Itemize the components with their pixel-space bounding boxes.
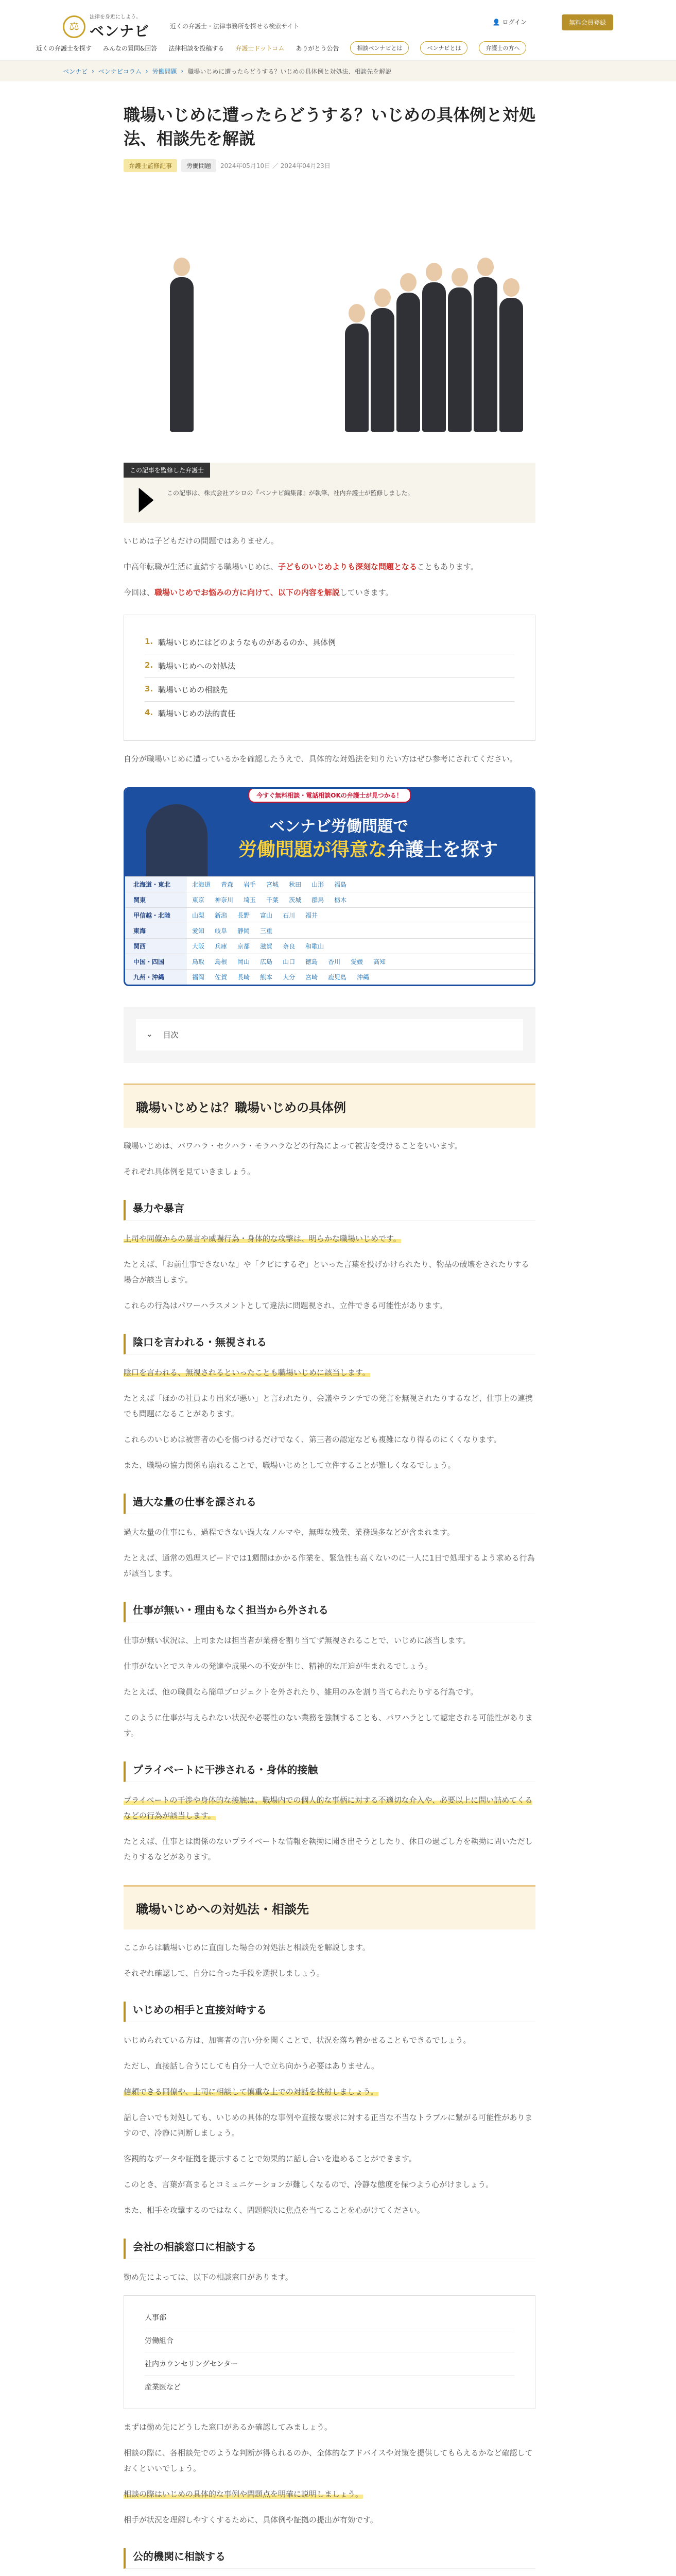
intro-text: こともあります。 bbox=[417, 562, 478, 571]
article-date: 2024年05月10日 ／ 2024年04月23日 bbox=[220, 162, 331, 170]
subsection-heading: 公的機関に相談する bbox=[124, 2548, 535, 2569]
prefecture-link[interactable]: 島根 bbox=[215, 958, 228, 965]
region-name: 中国・四国 bbox=[125, 954, 187, 969]
lawyer-search-widget bbox=[124, 787, 535, 986]
region-name: 北海道・東北 bbox=[125, 877, 187, 892]
intro-paragraph bbox=[124, 585, 535, 600]
prefecture-link[interactable]: 宮崎 bbox=[305, 973, 318, 981]
prefecture-link[interactable]: 和歌山 bbox=[305, 942, 324, 950]
nav-item-post-question[interactable]: 法律相談を投稿する bbox=[168, 44, 224, 52]
body-paragraph: ここからは職場いじめに直面した場合の対処法と相談先を解説します。 bbox=[124, 1942, 370, 1952]
prefecture-link[interactable]: 埼玉 bbox=[244, 896, 256, 904]
toc-label: 目次 bbox=[163, 1030, 179, 1040]
hero-person bbox=[474, 277, 497, 432]
prefecture-link[interactable]: 静岡 bbox=[237, 927, 250, 935]
prefecture-link[interactable]: 高知 bbox=[373, 958, 386, 965]
logo-emblem-icon: ⚖ bbox=[63, 15, 85, 38]
supervised-tag: 弁護士監修記事 bbox=[124, 159, 177, 172]
body-paragraph: ただし、直接話し合うにしても自分一人で立ち向かう必要はありません。 bbox=[124, 2061, 379, 2071]
summary-item-label: 職場いじめの法的責任 bbox=[158, 708, 236, 718]
body-paragraph: 客観的なデータや証拠を提示することで効果的に話し合いを進めることができます。 bbox=[124, 2154, 417, 2163]
body-paragraph: 話し合いでも対処しても、いじめの具体的な事例や直接な要求に対する正当な不当なトラブルに繋がる可能性がありますので、冷静に判断しましょう。 bbox=[124, 2112, 533, 2138]
nav-pill-about[interactable]: ベンナビとは bbox=[420, 41, 467, 55]
prefecture-link[interactable]: 新潟 bbox=[215, 911, 228, 919]
nav-pill-soudan[interactable]: 相談ベンナビとは bbox=[350, 41, 409, 55]
summary-item: 1. 職場いじめにはどのようなものがあるのか、具体例 bbox=[145, 631, 514, 654]
prefecture-link[interactable]: 北海道 bbox=[192, 880, 211, 888]
prefecture-link[interactable]: 徳島 bbox=[305, 958, 318, 965]
intro-text: していきます。 bbox=[339, 587, 393, 597]
prefecture-link[interactable]: 千葉 bbox=[266, 896, 279, 904]
body-paragraph: たとえば、仕事とは関係のないプライベートな情報を執拗に聞き出そうとしたり、休日の過ごし方を執拗に問いただしたりするなどがあります。 bbox=[124, 1836, 533, 1861]
highlight-text: 上司や同僚からの暴言や威嚇行為・身体的な攻撃は、明らかな職場いじめです。 bbox=[124, 1233, 401, 1243]
subsection-heading: 過大な量の仕事を課される bbox=[124, 1494, 535, 1514]
lawyer-photo bbox=[146, 804, 207, 876]
highlight-text: 相談の際はいじめの具体的な事例や問題点を明確に説明しましょう。 bbox=[124, 2489, 363, 2499]
article-title: 職場いじめに遭ったらどうする？いじめの具体例と対処法、相談先を解説 bbox=[124, 105, 536, 149]
prefecture-link[interactable]: 滋賀 bbox=[260, 942, 273, 950]
prefecture-link[interactable]: 愛知 bbox=[192, 927, 205, 935]
summary-item-label: 職場いじめへの対処法 bbox=[158, 661, 236, 671]
breadcrumb-sep: › bbox=[145, 67, 148, 75]
nav-pill-lawyers[interactable]: 弁護士の方へ bbox=[479, 41, 526, 55]
breadcrumb-sep: › bbox=[181, 67, 184, 75]
prefecture-link[interactable]: 大阪 bbox=[192, 942, 205, 950]
body-paragraph: 仕事が無い状況は、上司または担当者が業務を割り当てず無視されることで、いじめに該当します。 bbox=[124, 1635, 471, 1645]
prefecture-link[interactable]: 宮城 bbox=[266, 880, 279, 888]
site-logo[interactable] bbox=[63, 12, 149, 41]
prefecture-link[interactable]: 岩手 bbox=[244, 880, 256, 888]
body-paragraph: 仕事がないとでスキルの発達や成果への不安が生じ、精神的な圧迫が生まれるでしょう。 bbox=[124, 1661, 432, 1671]
body-paragraph: まずは勤め先にどうした窓口があるか確認してみましょう。 bbox=[124, 2422, 333, 2432]
body-paragraph: また、相手を攻撃するのではなく、問題解決に焦点を当てることを心がけてください。 bbox=[124, 2205, 425, 2215]
region-name: 東海 bbox=[125, 923, 187, 938]
body-paragraph: それぞれ具体例を見ていきましょう。 bbox=[124, 1166, 255, 1176]
prefecture-link[interactable]: 京都 bbox=[237, 942, 250, 950]
prefecture-link[interactable]: 青森 bbox=[221, 880, 234, 888]
body-paragraph: 職場いじめは、パワハラ・セクハラ・モラハラなどの行為によって被害を受けることをいいます。 bbox=[124, 1141, 462, 1150]
body-paragraph bbox=[124, 1365, 535, 1380]
intro-text: 今回は、 bbox=[124, 587, 155, 597]
prefecture-link[interactable]: 岐阜 bbox=[215, 927, 228, 935]
section-heading: 職場いじめとは？職場いじめの具体例 bbox=[124, 1083, 535, 1128]
prefecture-link[interactable]: 福島 bbox=[334, 880, 347, 888]
hero-person bbox=[422, 282, 446, 432]
subsection-heading: 陰口を言われる・無視される bbox=[124, 1334, 535, 1354]
intro-emphasis: 職場いじめでお悩みの方に向けて、以下の内容を解説 bbox=[154, 587, 340, 597]
global-nav bbox=[36, 41, 526, 55]
prefecture-link[interactable]: 鹿児島 bbox=[328, 973, 347, 981]
supervisor-box bbox=[124, 463, 535, 523]
prefecture-link[interactable]: 岡山 bbox=[237, 958, 250, 965]
after-summary-text: 自分が職場いじめに遭っているかを確認したうえで、具体的な対処法を知りたい方はぜひ参考にされてください。 bbox=[124, 754, 517, 764]
prefecture-link[interactable]: 長野 bbox=[237, 911, 250, 919]
intro-paragraph bbox=[124, 559, 535, 574]
nav-item-qa[interactable]: みんなの質問&回答 bbox=[103, 44, 158, 52]
table-of-contents bbox=[124, 1007, 535, 1063]
body-paragraph bbox=[124, 1792, 535, 1823]
body-paragraph bbox=[124, 2486, 535, 2502]
intro-paragraph: いじめは子どもだけの問題ではありません。 bbox=[124, 536, 279, 546]
hero-person bbox=[371, 308, 394, 432]
body-paragraph: たとえば、他の職員なら簡単プロジェクトを外されたり、雑用のみを割り当てられたりする行為です。 bbox=[124, 1687, 478, 1697]
region-row bbox=[125, 938, 534, 954]
search-badge: 今すぐ無料相談・電話相談OKの弁護士が見つかる！ bbox=[248, 788, 411, 803]
body-paragraph: 相手が状況を理解しやすくするために、具体例や証拠の提出が有効です。 bbox=[124, 2515, 378, 2524]
hero-person bbox=[448, 287, 472, 432]
summary-item: 2. 職場いじめへの対処法 bbox=[145, 654, 514, 678]
prefecture-link[interactable]: 石川 bbox=[283, 911, 296, 919]
highlight-text: プライベートの干渉や身体的な接触は、職場内での個人的な事柄に対する不適切な介入や、必要以上に問い詰めてくるなどの行為が該当します。 bbox=[124, 1795, 533, 1820]
prefecture-link[interactable]: 広島 bbox=[260, 958, 273, 965]
prefecture-link[interactable]: 兵庫 bbox=[215, 942, 228, 950]
region-name: 関東 bbox=[125, 892, 187, 907]
supervisor-heading: この記事を監修した弁護士 bbox=[124, 463, 210, 478]
region-row bbox=[125, 954, 534, 969]
region-row bbox=[125, 969, 534, 985]
summary-item-label: 職場いじめの相談先 bbox=[158, 685, 228, 694]
region-name: 関西 bbox=[125, 939, 187, 954]
subsection-heading: 仕事が無い・理由もなく担当から外される bbox=[124, 1602, 535, 1622]
list-item: 産業医など bbox=[145, 2383, 181, 2392]
breadcrumb-sep: › bbox=[92, 67, 94, 75]
body-paragraph: このように仕事が与えられない状況や必要性のない業務を強制することも、パワハラとして認定される可能性があります。 bbox=[124, 1713, 533, 1738]
contact-list bbox=[124, 2295, 535, 2409]
prefecture-link[interactable]: 奈良 bbox=[283, 942, 296, 950]
body-paragraph: このとき、言葉が高まるとコミュニケーションが難しくなるので、冷静な態度を保つよう心がけましょう。 bbox=[124, 2179, 494, 2189]
list-item: 社内カウンセリングセンター bbox=[145, 2352, 514, 2376]
prefecture-link[interactable]: 茨城 bbox=[289, 896, 302, 904]
list-item: 労働組合 bbox=[145, 2329, 514, 2352]
summary-item: 4. 職場いじめの法的責任 bbox=[145, 707, 236, 718]
body-paragraph bbox=[124, 1231, 535, 1246]
prefecture-link[interactable]: 香川 bbox=[328, 958, 341, 965]
subsection-heading: 会社の相談窓口に相談する bbox=[124, 2239, 535, 2259]
section-heading: 職場いじめへの対処法・相談先 bbox=[124, 1885, 535, 1929]
nav-item-thanks[interactable]: ありがとう公告 bbox=[296, 44, 339, 52]
register-button[interactable]: 無料会員登録 bbox=[562, 14, 613, 30]
body-paragraph: また、職場の協力関係も崩れることで、職場いじめとして立件することが難しくなるでしょう。 bbox=[124, 1460, 456, 1470]
breadcrumb-home[interactable]: ベンナビ bbox=[63, 67, 88, 75]
region-row bbox=[125, 876, 534, 892]
body-paragraph: それぞれ確認して、自分に合った手段を選択しましょう。 bbox=[124, 1968, 324, 1978]
body-paragraph: たとえば、通常の処理スピードでは1週間はかかる作業を、緊急性も高くないのに一人に1日で処理するよう求める行為が該当します。 bbox=[124, 1553, 535, 1578]
region-name: 九州・沖縄 bbox=[125, 970, 187, 985]
prefecture-link[interactable]: 群馬 bbox=[311, 896, 324, 904]
site-header bbox=[0, 0, 676, 61]
prefecture-link[interactable]: 熊本 bbox=[260, 973, 273, 981]
supervisor-text: この記事は、株式会社アシロの『ベンナビ編集部』が執筆、社内弁護士が監修しました。 bbox=[167, 489, 414, 497]
prefecture-link[interactable]: 富山 bbox=[260, 911, 273, 919]
subsection-heading: いじめの相手と直接対峙する bbox=[124, 2002, 535, 2022]
subsection-heading: プライベートに干渉される・身体的接触 bbox=[124, 1761, 535, 1782]
prefecture-link[interactable]: 大分 bbox=[283, 973, 296, 981]
nav-item-find-lawyer[interactable]: 近くの弁護士を探す bbox=[36, 44, 92, 52]
list-item: 人事部 bbox=[145, 2306, 514, 2329]
prefecture-link[interactable]: 長崎 bbox=[237, 973, 250, 981]
prefecture-link[interactable]: 栃木 bbox=[334, 896, 347, 904]
search-title-line1: ベンナビ労働問題で bbox=[269, 817, 408, 836]
body-paragraph: いじめられている方は、加害者の言い分を聞くことで、状況を落ち着かせることもできるでしょう。 bbox=[124, 2035, 471, 2045]
intro-text: 中高年転職が生活に直結する職場いじめは、 bbox=[124, 562, 279, 571]
logo-subtitle: 法律を身近にしよう。 bbox=[90, 14, 141, 20]
category-tag[interactable]: 労働問題 bbox=[181, 159, 216, 172]
supervisor-logo-icon bbox=[134, 488, 159, 513]
logo-text: ベンナビ bbox=[90, 23, 150, 40]
breadcrumb-labor[interactable]: 労働問題 bbox=[152, 67, 177, 75]
body-paragraph: これらのいじめは被害者の心を傷つけるだけでなく、第三者の認定なども複雑になり得るのにくくなります。 bbox=[124, 1434, 501, 1444]
highlight-text: 陰口を言われる、無視されるといったことも職場いじめに該当します。 bbox=[124, 1367, 370, 1377]
article-main bbox=[124, 103, 535, 2576]
prefecture-link[interactable]: 東京 bbox=[192, 896, 205, 904]
search-title-line2 bbox=[238, 835, 498, 861]
prefecture-link[interactable]: 沖縄 bbox=[357, 973, 370, 981]
body-paragraph: これらの行為はパワーハラスメントとして違法に問題視され、立件できる可能性があります。 bbox=[124, 1300, 447, 1310]
article-meta bbox=[124, 159, 535, 172]
site-tagline: 近くの弁護士・法律事務所を探せる検索サイト bbox=[170, 23, 300, 30]
body-paragraph: たとえば、「お前仕事できないな」や「クビにするぞ」といった言葉を投げかけられたり、物品の破壊をされたりする場合が該当します。 bbox=[124, 1259, 529, 1284]
summary-item-label: 職場いじめにはどのようなものがあるのか、具体例 bbox=[158, 637, 336, 647]
nav-item-bengo[interactable]: 弁護士ドットコム bbox=[235, 44, 285, 52]
body-paragraph bbox=[124, 2084, 535, 2099]
intro-emphasis: 子どものいじめよりも深刻な問題となる bbox=[278, 562, 418, 571]
breadcrumb bbox=[0, 61, 676, 81]
body-paragraph: たとえば「ほかの社員より出来が悪い」と言われたり、会議やランチでの発言を無視されたりするなど、仕事上の連携でも問題になることがあります。 bbox=[124, 1393, 533, 1418]
login-link[interactable]: 👤 ログイン bbox=[492, 19, 527, 26]
prefecture-link[interactable]: 鳥取 bbox=[192, 958, 205, 965]
body-paragraph: 相談の際に、各相談先でのような判断が得られるのか、全体的なアドバイスや対策を提供してもらえるかなど確認しておくといいでしょう。 bbox=[124, 2448, 533, 2473]
prefecture-link[interactable]: 山形 bbox=[311, 880, 324, 888]
prefecture-link[interactable]: 神奈川 bbox=[215, 896, 234, 904]
breadcrumb-column[interactable]: ベンナビコラム bbox=[98, 67, 142, 75]
prefecture-link[interactable]: 山口 bbox=[283, 958, 296, 965]
prefecture-link[interactable]: 秋田 bbox=[289, 880, 302, 888]
chevron-down-icon: ⌄ bbox=[146, 1029, 153, 1039]
prefecture-link[interactable]: 三重 bbox=[260, 927, 273, 935]
region-row bbox=[125, 892, 534, 907]
region-table bbox=[125, 876, 534, 985]
login-label: ログイン bbox=[502, 19, 527, 26]
region-name: 甲信越・北陸 bbox=[125, 908, 187, 923]
prefecture-link[interactable]: 福岡 bbox=[192, 973, 205, 981]
body-paragraph: 過大な量の仕事にも、過程できない過大なノルマや、無理な残業、業務過多などが含まれます。 bbox=[124, 1527, 455, 1537]
body-paragraph: 勤め先によっては、以下の相談窓口があります。 bbox=[124, 2272, 293, 2282]
hero-person bbox=[396, 293, 420, 432]
summary-list bbox=[124, 615, 535, 741]
prefecture-link[interactable]: 佐賀 bbox=[215, 973, 228, 981]
subsection-heading: 暴力や暴言 bbox=[124, 1200, 535, 1221]
summary-item: 3. 職場いじめの相談先 bbox=[145, 678, 514, 702]
region-row bbox=[125, 923, 534, 938]
prefecture-link[interactable]: 福井 bbox=[305, 911, 318, 919]
highlight-text: 信頼できる同僚や、上司に相談して慎重な上での対話を検討しましょう。 bbox=[124, 2087, 378, 2096]
breadcrumb-current: 職場いじめに遭ったらどうする？いじめの具体例と対処法、相談先を解説 bbox=[187, 67, 392, 75]
prefecture-link[interactable]: 愛媛 bbox=[351, 958, 363, 965]
toc-toggle[interactable] bbox=[136, 1019, 523, 1050]
region-row bbox=[125, 907, 534, 923]
search-title-highlight: 労働問題が得意な bbox=[238, 839, 387, 860]
hero-person bbox=[170, 277, 194, 432]
hero-person bbox=[345, 324, 369, 432]
prefecture-link[interactable]: 山梨 bbox=[192, 911, 205, 919]
hero-person bbox=[499, 298, 523, 432]
search-banner bbox=[125, 789, 534, 876]
search-title-rest: 弁護士を探す bbox=[387, 839, 498, 860]
hero-image bbox=[124, 184, 535, 452]
